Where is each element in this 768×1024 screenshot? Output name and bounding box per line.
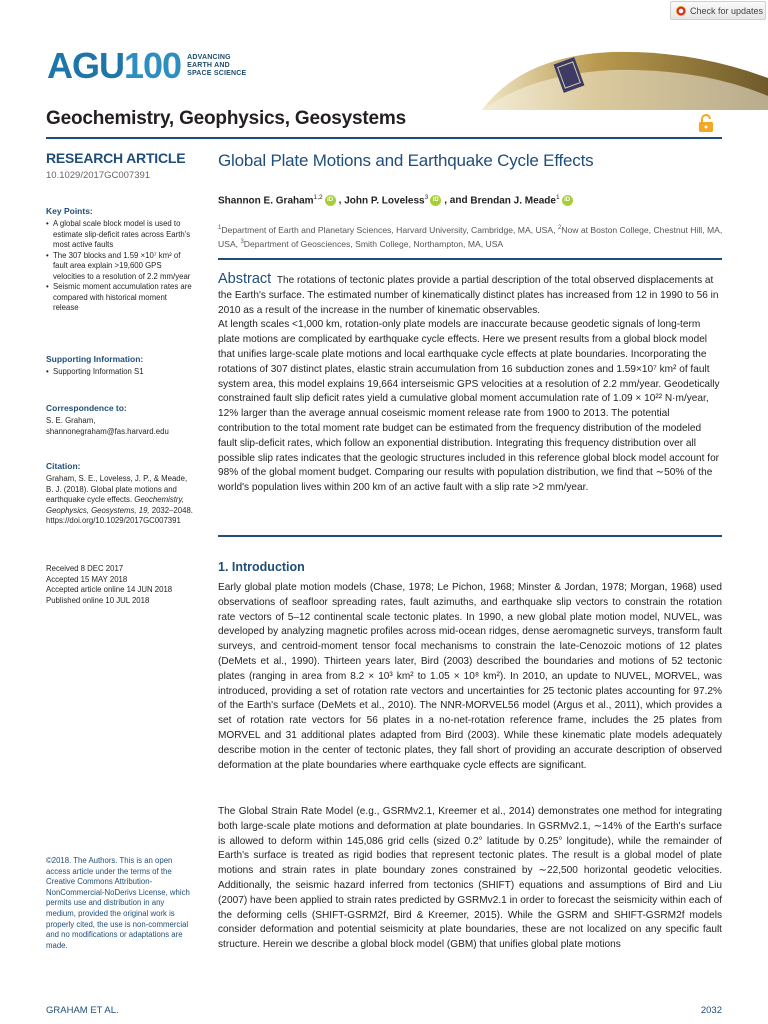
abstract-text-1: The rotations of tectonic plates provide a partial description of the total observed displacements at the Earth's surface. The estimated number of kinematically distinct plates has increased from 12 in 1990 to 56 in 2010 as a result of the increase in the number of kinematic observables. [218, 275, 719, 316]
article-type: RESEARCH ARTICLE [46, 150, 186, 166]
logo-tagline [187, 54, 247, 78]
affiliations: $^1$Department of Earth and Planetary Sciences, Harvard University, Cambridge, MA, USA, $^2$Now at Boston College, Chestnut Hill, MA, USA, $^3$Department of Geosciences, Smith College, Northampton, MA, USA [218, 224, 723, 250]
check-for-updates-button[interactable] [670, 1, 766, 20]
abstract [218, 272, 722, 496]
key-points-heading: Key Points: [46, 206, 93, 216]
logo-mark [47, 45, 182, 86]
license-statement: ©2018. The Authors. This is an open access article under the terms of the Creative Commons Attribution-NonCommercial-NoDerivs License, which permits use and distribution in any medium, provided the original work is properly cited, the use is non-commercial and no modifications or adaptations are made. [46, 856, 190, 950]
header-rule [46, 137, 722, 139]
author-3-name: Brendan J. Meade [470, 195, 556, 207]
journal-banner-image [462, 48, 768, 110]
affiliation-3: Department of Geosciences, Smith College, Northampton, MA, USA [243, 239, 504, 250]
orcid-icon[interactable]: iD [562, 195, 573, 206]
author-3[interactable] [470, 194, 559, 206]
orcid-icon[interactable]: iD [325, 195, 336, 206]
journal-title: Geochemistry, Geophysics, Geosystems [46, 108, 406, 129]
running-footer-authors: GRAHAM ET AL. [46, 1005, 119, 1016]
left-sidebar [46, 150, 194, 605]
agu100-logo [47, 45, 247, 86]
open-access-lock-icon [697, 113, 715, 133]
date-published: Published online 10 JUL 2018 [46, 595, 150, 605]
orcid-icon[interactable]: iD [430, 195, 441, 206]
intro-paragraph-2: The Global Strain Rate Model (e.g., GSRMv2.1, Kreemer et al., 2014) demonstrates one method for integrating both large-scale plate motions and deformation at plate boundaries. In GSRMv2.1, ∼14% of the Earth's surface is allowed to deform within 145,086 grid cells (sized 0.2° latitude by 0.25° longitude), while the remainder of Earth's surface is treated as rigid bodies that represent tectonic plates. The result is a global model of plate motions and strain rates in plate boundary zones constrained by ∼22,500 horizontal geodetic velocities. Additionally, the seismic hazard inferred from tectonics (SHIFT) equations and assumptions of Bird and Liu (2007) have been applied to strain rates predicted by GSRMv2.1 in order to forecast the seismicity within each of the deforming cells (SHIFT-GSRM2f, Bird & Kreemer, 2015). While the GSRM and SHIFT-GSRM2f models consider deformation and potential seismicity at plate boundaries, these are not localized on any specific fault structure. Herein we describe a global block model (GBM) that unifies global plate motions [218, 806, 722, 951]
page-number: 2032 [700, 1005, 722, 1016]
supporting-heading: Supporting Information: [46, 354, 144, 364]
author-separator-2: , and [444, 194, 471, 206]
date-accepted-online: Accepted article online 14 JUN 2018 [46, 585, 173, 594]
affiliation-1: Department of Earth and Planetary Sciences, Harvard University, Cambridge, MA, USA, [221, 224, 558, 235]
citation-heading: Citation: [46, 461, 81, 471]
author-separator-1: , [338, 194, 345, 206]
author-1-affil: 1,2 [313, 194, 323, 201]
logo-mark-100: 100 [124, 45, 182, 86]
correspondence-email[interactable]: shannonegraham@fas.harvard.edu [46, 426, 169, 436]
logo-tagline-1: ADVANCING [187, 54, 231, 61]
abstract-top-rule [218, 258, 722, 260]
key-points [46, 206, 194, 314]
affiliation-2: Now at Boston College, Chestnut Hill, MA, USA, [218, 224, 723, 250]
citation-text [46, 474, 194, 527]
crossmark-icon [676, 6, 686, 16]
key-point-3: • Seismic moment accumulation rates are compared with historical moment release [46, 282, 194, 314]
correspondence-name: S. E. Graham, [46, 416, 96, 425]
supporting-item[interactable]: • Supporting Information S1 [46, 367, 194, 378]
citation-journal: Geochemistry, Geophysics, Geosystems, 19, [46, 495, 184, 515]
author-2[interactable] [344, 194, 428, 206]
logo-tagline-2: EARTH AND [187, 62, 230, 69]
article-doi[interactable]: 10.1029/2017GC007391 [46, 170, 151, 181]
key-point-1: • A global scale block model is used to estimate slip-deficit rates across Earth's most active faults [46, 219, 194, 251]
citation-authors-title: Graham, S. E., Loveless, J. P., & Meade, B. J. (2018). Global plate motions and earthquake cycle effects. [46, 474, 188, 504]
abstract-bottom-rule [218, 535, 722, 537]
author-list [218, 194, 576, 206]
author-1-name: Shannon E. Graham [218, 195, 314, 207]
author-1[interactable] [218, 194, 323, 206]
author-2-name: John P. Loveless [344, 195, 425, 207]
check-for-updates-label: Check for updates [690, 5, 764, 16]
citation-url[interactable]: https://doi.org/10.1029/2017GC007391 [46, 516, 181, 525]
abstract-paragraph-2: At length scales <1,000 km, rotation-only plate models are inaccurate because geodetic signals of long-term plate motions are complicated by earthquake cycle effects. Here we present results from a global block model that unifies large-scale plate motions and local earthquake cycle effects at plate boundaries. Incorporating the rotations of 307 distinct plates, elastic strain accumulation from 16 subduction zones and 1.59×10⁷ km² of fault system area, this model explains 19,664 interseismic GPS velocities at a resolution of 2.2 mm/year. Geodetically constrained fault slip deficit rates yield a cumulative global moment accumulation rate of 1.09 × 10²² N·m/year, 12% larger than the average annual coseismic moment release rate from 1900 to 2013. The potential contribution to the total moment rate budget can be estimated from the frequency distribution of the modeled fault slip-deficit rates, which follow an exponential distribution. Integrating this frequency distribution over all possible slip rates indicates that the geologic structures included in this reference global block model account for 98% of the global moment budget. Comparing our results with population distribution, we find that ∼50% of the world's population lives within 200 km of an active fault with a slip rate >2 mm/year. [218, 319, 720, 494]
date-accepted: Accepted 15 MAY 2018 [46, 574, 128, 584]
abstract-label: Abstract [218, 271, 272, 287]
intro-paragraph-1: Early global plate motion models (Chase, 1978; Le Pichon, 1968; Minster & Jordan, 1978; Morgan, 1968) used observations of seafloor spreading rates, fault azimuths, and earthquake slip vectors to constrain the rotation rate vectors of 5–12 continental scale tectonic plates. In 1990, a new global plate motion model, NUVEL, was developed by analyzing magnetic profiles across mid-ocean ridges, dense aeromagnetic surveys, transform fault surveys, and centroid-moment tensor focal mechanisms to constrain the late-Cenozoic motions of 12 plates (DeMets et al., 1990). Thirteen years later, Bird (2003) described the boundaries and motions of 52 tectonic plates (ranging in area from 8.2 × 10³ km² to 1.05 × 10⁸ km²). In 2010, an update to NUVEL, MORVEL, was introduced, providing a set of rotation rate vectors and uncertainties for 25 tectonic plates accounting for 97.2% of the Earth's surface (DeMets et al., 2010). The NNR-MORVEL56 model (Argus et al., 2011), which provides a set of rotation rate vectors for 56 plates in a no-net-rotation reference frame, includes the 25 plates from MORVEL and 31 additional plates adapted from Bird (2003). While these kinematic plate models adequately describe motion in the center of tectonic plates, they fall short of providing an accurate description of observed deformation at the plate boundaries where earthquake cycle effects are significant. [218, 582, 722, 771]
correspondence [46, 403, 194, 437]
logo-mark-agu: AGU [47, 45, 124, 86]
author-3-affil: 1 [555, 194, 560, 201]
article-dates [46, 564, 194, 606]
key-point-2: • The 307 blocks and 1.59 ×10⁷ km² of fault area explain >19,600 GPS velocities to a resolution of 2.2 mm/year [46, 251, 194, 283]
citation [46, 461, 194, 527]
logo-tagline-3: SPACE SCIENCE [187, 70, 247, 77]
supporting-information [46, 354, 194, 378]
citation-pages: 2032–2048. [151, 505, 193, 515]
article-title: Global Plate Motions and Earthquake Cycle Effects [218, 151, 594, 170]
correspondence-heading: Correspondence to: [46, 403, 127, 413]
abstract-paragraph-1 [218, 272, 722, 318]
author-2-affil: 3 [424, 194, 429, 201]
section-heading-introduction: 1. Introduction [218, 560, 305, 574]
date-received: Received 8 DEC 2017 [46, 564, 124, 573]
